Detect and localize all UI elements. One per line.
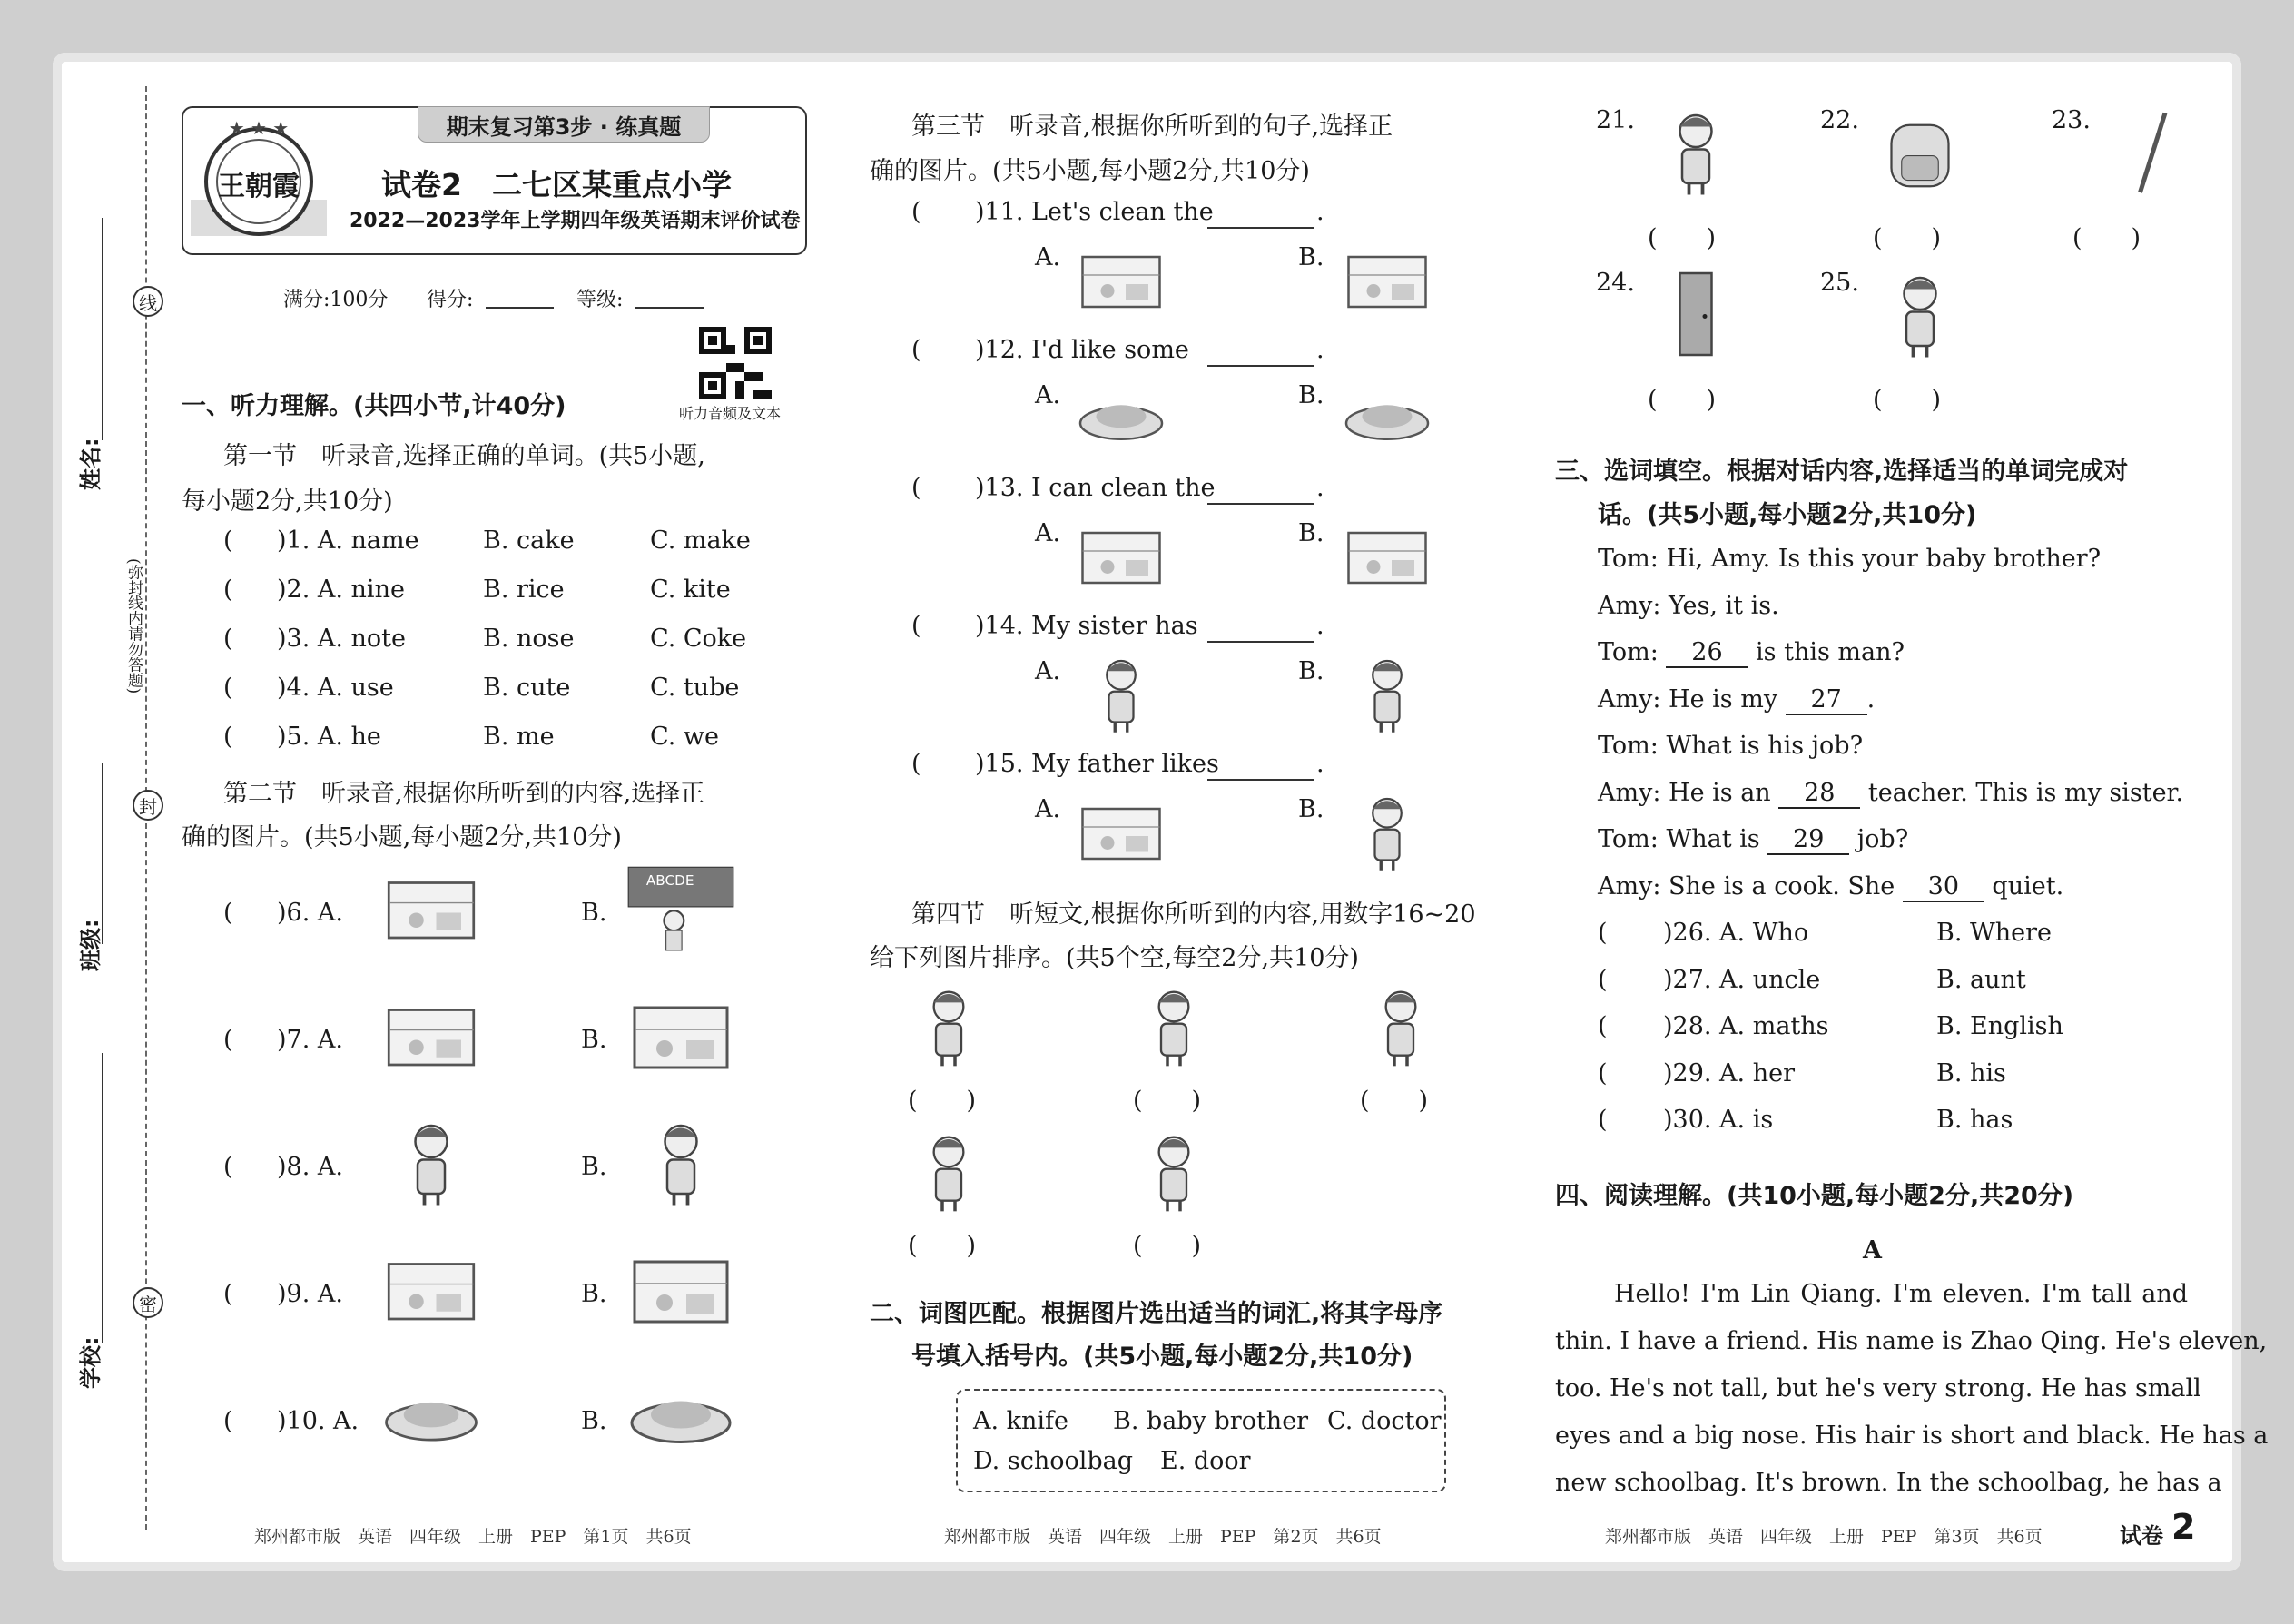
part4-picture-2 [1142, 980, 1206, 1071]
binding-notice: (弥封线内请勿答题) [124, 558, 143, 694]
part3-pic-a-12 [1076, 377, 1167, 458]
dialog-text: teacher. This is my sister. [1860, 778, 2184, 807]
dialog-text: Amy: He is my [1598, 684, 1786, 714]
match-num-21: 21. [1596, 106, 1635, 134]
dialog-line-7 [1598, 825, 1908, 855]
choice-b-27[interactable]: B. aunt [1936, 965, 2026, 994]
paren-open: ( [223, 1280, 233, 1308]
dialog-text: is this man? [1748, 638, 1905, 666]
svg-text:★ ★ ★: ★ ★ ★ [228, 118, 290, 139]
part3-pic-b-14 [1342, 653, 1433, 734]
paren-open: ( [911, 750, 921, 778]
part3-a-label[interactable]: A. [1035, 657, 1061, 685]
part1-option-b-4[interactable]: B. cute [483, 674, 571, 702]
part2-pic-b-8 [626, 1117, 735, 1207]
class-label: 班级: [78, 919, 103, 971]
part3-pic-a-13 [1076, 515, 1167, 596]
paren-open: ( [223, 723, 233, 751]
dialog-blank-29[interactable]: 29 [1767, 825, 1849, 855]
match-answer-25[interactable]: ( ) [1873, 386, 1942, 414]
choice-a-28[interactable]: )28. A. maths [1663, 1012, 1829, 1040]
passage-label: A [1863, 1236, 1882, 1265]
part4-answer-3[interactable]: ( ) [1360, 1087, 1429, 1115]
part2-pic-b-10 [626, 1371, 735, 1462]
part3-pic-a-14 [1076, 653, 1167, 734]
part1-option-c-5[interactable]: C. we [650, 723, 719, 751]
dialog-text: Amy: She is a cook. She [1598, 871, 1903, 901]
part2-title-2: 确的图片。(共5小题,每小题2分,共10分) [182, 823, 622, 851]
paren-open: ( [223, 1153, 233, 1181]
paren-open: ( [911, 198, 921, 226]
part1-option-c-1[interactable]: C. make [650, 527, 751, 555]
part3-b-label[interactable]: B. [1298, 381, 1324, 409]
match-answer-21[interactable]: ( ) [1648, 224, 1717, 252]
dialog-blank-26[interactable]: 26 [1666, 638, 1748, 668]
part4-picture-4 [917, 1126, 980, 1216]
section3-heading-2: 话。(共5小题,每小题2分,共10分) [1598, 501, 1977, 529]
section2-heading: 二、词图匹配。根据图片选出适当的词汇,将其字母序 [870, 1300, 1443, 1328]
part3-pic-b-11 [1342, 239, 1433, 320]
dialog-text: quiet. [1984, 871, 2064, 901]
part3-end-11: . [1316, 198, 1324, 226]
paren-open: ( [223, 625, 233, 653]
part3-item-11[interactable]: )11. Let's clean the [975, 198, 1214, 226]
paper-title: 试卷2 二七区某重点小学 [381, 167, 732, 202]
dialog-text: Amy: He is an [1598, 778, 1779, 807]
svg-text:ABCDE: ABCDE [645, 871, 694, 889]
paren-open: ( [1598, 1012, 1608, 1040]
part3-pic-b-13 [1342, 515, 1433, 596]
header-badge: 期末复习第3步 · 练真题 [418, 106, 710, 143]
part2-pic-a-10 [381, 1371, 481, 1462]
paren-open: ( [223, 576, 233, 604]
passage-line-5: new schoolbag. It's brown. In the schoolbag, he has a [1555, 1469, 2222, 1497]
score-field[interactable] [486, 307, 554, 309]
part3-pic-a-15 [1076, 791, 1167, 872]
part3-pic-b-15 [1342, 791, 1433, 872]
part3-end-12: . [1316, 336, 1324, 364]
part3-item-15[interactable]: )15. My father likes [975, 750, 1219, 778]
paren-open: ( [1598, 965, 1608, 994]
part2-item-9[interactable]: )9. A. [277, 1280, 343, 1308]
dialog-blank-27[interactable]: 27 [1786, 685, 1867, 715]
part2-pic-a-9 [381, 1244, 481, 1334]
part2-b-label[interactable]: B. [581, 1153, 607, 1181]
part3-title-2: 确的图片。(共5小题,每小题2分,共10分) [870, 157, 1310, 185]
part3-item-14[interactable]: )14. My sister has [975, 612, 1198, 640]
part3-item-12[interactable]: )12. I'd like some [975, 336, 1189, 364]
part1-option-b-2[interactable]: B. rice [483, 576, 565, 604]
choice-b-28[interactable]: B. English [1936, 1012, 2063, 1040]
paren-open: ( [911, 474, 921, 502]
binding-mark-seal: 封 [133, 790, 163, 821]
section1-heading: 一、听力理解。(共四小节,计40分) [182, 392, 566, 420]
part3-end-15: . [1316, 750, 1324, 778]
part1-option-c-2[interactable]: C. kite [650, 576, 731, 604]
footer-page3: 郑州都市版 英语 四年级 上册 PEP 第3页 共6页 [1605, 1527, 2043, 1547]
part2-title: 第二节 听录音,根据你所听到的内容,选择正 [223, 780, 705, 808]
choice-b-30[interactable]: B. has [1936, 1106, 2013, 1134]
logo-text: 王朝霞 [218, 171, 300, 202]
dialog-text: Tom: [1598, 638, 1667, 666]
choice-b-29[interactable]: B. his [1936, 1058, 2006, 1088]
choice-a-27[interactable]: )27. A. uncle [1663, 965, 1821, 994]
part2-item-7[interactable]: )7. A. [277, 1026, 343, 1054]
part3-pic-a-11 [1076, 239, 1167, 320]
dialog-line-6 [1598, 779, 2183, 809]
paren-open: ( [223, 1026, 233, 1054]
section4-heading: 四、阅读理解。(共10小题,每小题2分,共20分) [1555, 1182, 2074, 1210]
paren-open: ( [223, 674, 233, 702]
part3-blank-14[interactable] [1207, 641, 1314, 643]
part2-item-8[interactable]: )8. A. [277, 1153, 343, 1181]
word-box [956, 1389, 1446, 1492]
match-num-25: 25. [1820, 269, 1859, 297]
part3-a-label[interactable]: A. [1035, 519, 1061, 547]
passage-line-4: eyes and a big nose. His hair is short and black. He has a [1555, 1422, 2269, 1450]
part3-blank-13[interactable] [1207, 503, 1314, 505]
part1-item-1[interactable]: )1. A. name [277, 527, 419, 555]
section2-heading-2: 号填入括号内。(共5小题,每小题2分,共10分) [911, 1343, 1413, 1371]
match-pic-22 [1879, 106, 1961, 197]
part2-b-label[interactable]: B. [581, 1280, 607, 1308]
part3-blank-15[interactable] [1207, 779, 1314, 781]
part2-pic-b-7 [626, 989, 735, 1080]
dialog-blank-28[interactable]: 28 [1778, 779, 1860, 809]
match-answer-22[interactable]: ( ) [1873, 224, 1942, 252]
school-label: 学校: [78, 1336, 103, 1389]
match-num-24: 24. [1596, 269, 1635, 297]
match-answer-23[interactable]: ( ) [2072, 224, 2141, 252]
qr-code[interactable] [699, 327, 772, 399]
part1-option-c-4[interactable]: C. tube [650, 674, 740, 702]
part3-b-label[interactable]: B. [1298, 243, 1324, 271]
paren-open: ( [911, 612, 921, 640]
class-field[interactable] [102, 763, 103, 944]
school-field[interactable] [102, 1053, 103, 1343]
footer-page2: 郑州都市版 英语 四年级 上册 PEP 第2页 共6页 [944, 1527, 1382, 1547]
full-score: 满分:100分 [283, 289, 389, 311]
dialog-text: Tom: Hi, Amy. Is this your baby brother? [1598, 545, 2102, 573]
paper-tag: 试卷 [2120, 1523, 2163, 1549]
part1-item-3[interactable]: )3. A. note [277, 625, 407, 653]
paper-subtitle: 2022—2023学年上学期四年级英语期末评价试卷 [350, 210, 801, 232]
part3-end-14: . [1316, 612, 1324, 640]
part3-a-label[interactable]: A. [1035, 243, 1061, 271]
part4-title: 第四节 听短文,根据你所听到的内容,用数字16~20 [911, 901, 1476, 929]
part4-picture-3 [1369, 980, 1433, 1071]
paren-open: ( [911, 336, 921, 364]
dialog-blank-30[interactable]: 30 [1903, 872, 1984, 902]
part3-b-label[interactable]: B. [1298, 657, 1324, 685]
part1-option-b-1[interactable]: B. cake [483, 527, 575, 555]
dialog-text: Tom: What is [1598, 825, 1768, 853]
word-e: E. door [1160, 1447, 1251, 1475]
word-c: C. doctor [1327, 1407, 1442, 1435]
passage-line-3: too. He's not tall, but he's very strong. He has small [1555, 1374, 2201, 1403]
part1-option-b-5[interactable]: B. me [483, 723, 555, 751]
part3-pic-b-12 [1342, 377, 1433, 458]
paren-open: ( [223, 899, 233, 927]
passage-line-2: thin. I have a friend. His name is Zhao Qing. He's eleven, [1555, 1327, 2268, 1355]
paper-number: 2 [2171, 1507, 2196, 1547]
qr-caption: 听力音频及文本 [679, 405, 782, 422]
part2-pic-a-7 [381, 989, 481, 1080]
name-field[interactable] [102, 218, 103, 440]
passage-line-1: Hello! I'm Lin Qiang. I'm eleven. I'm tall and [1614, 1280, 2188, 1308]
part2-b-label[interactable]: B. [581, 1407, 607, 1435]
part3-blank-12[interactable] [1207, 365, 1314, 367]
name-label: 姓名: [78, 438, 103, 490]
part1-item-2[interactable]: )2. A. nine [277, 576, 405, 604]
choice-a-26[interactable]: )26. A. Who [1663, 919, 1809, 947]
section3-heading: 三、选词填空。根据对话内容,选择适当的单词完成对 [1555, 458, 2129, 486]
part1-item-5[interactable]: )5. A. he [277, 723, 381, 751]
word-a: A. knife [973, 1407, 1069, 1435]
part3-b-label[interactable]: B. [1298, 795, 1324, 823]
part2-pic-b-9 [626, 1244, 735, 1334]
part1-item-4[interactable]: )4. A. use [277, 674, 394, 702]
choice-b-26[interactable]: B. Where [1936, 919, 2053, 947]
part4-picture-1 [917, 980, 980, 1071]
part2-pic-a-6 [381, 862, 481, 953]
part1-title-2: 每小题2分,共10分) [182, 487, 393, 516]
dialog-text: . [1866, 684, 1876, 714]
binding-mark-line: 线 [133, 286, 163, 317]
part1-option-c-3[interactable]: C. Coke [650, 625, 747, 653]
word-d: D. schoolbag [973, 1447, 1134, 1475]
dialog-line-1 [1598, 545, 2101, 573]
part3-item-13[interactable]: )13. I can clean the [975, 474, 1216, 502]
choice-a-29[interactable]: )29. A. her [1663, 1058, 1795, 1088]
dialog-text: job? [1849, 825, 1909, 853]
dialog-text: Amy: Yes, it is. [1598, 591, 1779, 620]
part4-answer-4[interactable]: ( ) [908, 1232, 977, 1260]
part4-answer-2[interactable]: ( ) [1133, 1087, 1202, 1115]
part4-answer-5[interactable]: ( ) [1133, 1232, 1202, 1260]
dialog-line-3 [1598, 638, 1905, 668]
match-pic-23 [2111, 106, 2192, 197]
part3-a-label[interactable]: A. [1035, 381, 1061, 409]
dialog-text: Tom: What is his job? [1598, 732, 1864, 760]
choice-a-30[interactable]: )30. A. is [1663, 1106, 1774, 1134]
dialog-line-5 [1598, 732, 1863, 760]
paren-open: ( [1598, 919, 1608, 947]
part2-item-10[interactable]: )10. A. [277, 1407, 359, 1435]
part3-blank-11[interactable] [1207, 227, 1314, 229]
match-answer-24[interactable]: ( ) [1648, 386, 1717, 414]
paren-open: ( [1598, 1106, 1608, 1134]
part2-b-label[interactable]: B. [581, 899, 607, 927]
match-pic-25 [1879, 269, 1961, 359]
match-num-23: 23. [2052, 106, 2091, 134]
word-b: B. baby brother [1113, 1407, 1309, 1435]
part4-title-2: 给下列图片排序。(共5个空,每空2分,共10分) [870, 944, 1359, 972]
part2-pic-a-8 [381, 1117, 481, 1207]
part3-a-label[interactable]: A. [1035, 795, 1061, 823]
part1-title: 第一节 听录音,选择正确的单词。(共5小题, [223, 442, 705, 470]
grade-label: 等级: [576, 289, 624, 311]
part4-picture-5 [1142, 1126, 1206, 1216]
binding-mark-seal2: 密 [133, 1287, 163, 1318]
score-label: 得分: [427, 289, 474, 311]
paren-open: ( [1598, 1058, 1608, 1088]
match-pic-24 [1655, 269, 1737, 359]
footer-page1: 郑州都市版 英语 四年级 上册 PEP 第1页 共6页 [254, 1527, 692, 1547]
dialog-line-8 [1598, 872, 2063, 902]
part3-end-13: . [1316, 474, 1324, 502]
paren-open: ( [223, 1407, 233, 1435]
part2-b-label[interactable]: B. [581, 1026, 607, 1054]
part2-pic-b-6 [626, 862, 735, 953]
dialog-line-4 [1598, 685, 1875, 715]
paren-open: ( [223, 527, 233, 555]
part3-b-label[interactable]: B. [1298, 519, 1324, 547]
part4-answer-1[interactable]: ( ) [908, 1087, 977, 1115]
match-num-22: 22. [1820, 106, 1859, 134]
part3-title: 第三节 听录音,根据你所听到的句子,选择正 [911, 113, 1393, 141]
grade-field[interactable] [635, 307, 704, 309]
dialog-line-2 [1598, 592, 1779, 620]
match-pic-21 [1655, 106, 1737, 197]
part1-option-b-3[interactable]: B. nose [483, 625, 575, 653]
part2-item-6[interactable]: )6. A. [277, 899, 343, 927]
